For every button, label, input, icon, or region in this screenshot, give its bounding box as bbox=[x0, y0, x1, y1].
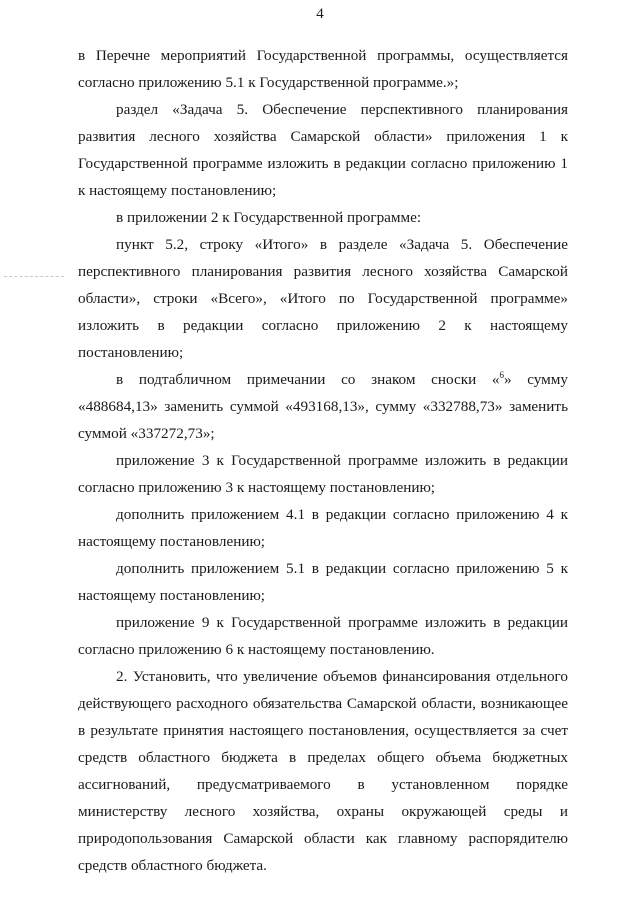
paragraph-2: раздел «Задача 5. Обеспечение перспективного планирования развития лесного хозяйства Самарской области» приложения 1 к Государственной программе изложить в редакции согласно приложению 1 к настоящему постановлению; bbox=[78, 101, 568, 199]
document-body bbox=[78, 42, 568, 879]
scan-artifact-line bbox=[4, 276, 64, 277]
paragraph-6: приложение 3 к Государственной программе изложить в редакции согласно приложению 3 к настоящему постановлению; bbox=[78, 452, 568, 496]
paragraph-9: приложение 9 к Государственной программе изложить в редакции согласно приложению 6 к настоящему постановлению. bbox=[78, 614, 568, 658]
footnote-note-text-start: в подтабличном примечании со знаком сноски « bbox=[116, 371, 500, 388]
paragraph-4: пункт 5.2, строку «Итого» в разделе «Задача 5. Обеспечение перспективного планирования развития лесного хозяйства Самарской области», строки «Всего», «Итого по Государственной программе» изложить в редакции согласно приложению 2 к настоящему постановлению; bbox=[78, 236, 568, 361]
paragraph-5 bbox=[78, 366, 568, 447]
paragraph-1: в Перечне мероприятий Государственной программы, осуществляется согласно приложению 5.1 к Государственной программе.»; bbox=[78, 47, 568, 91]
footnote-mark: 6 bbox=[499, 369, 504, 380]
paragraph-10: 2. Установить, что увеличение объемов финансирования отдельного действующего расходного обязательства Самарской области, возникающее в результате принятия настоящего постановления, осуществляется за счет средств областного бюджета в пределах общего объема бюджетных ассигнований, предусматриваемого в установленном порядке министерству лесного хозяйства, охраны окружающей среды и природопользования Самарской области как главному распорядителю средств областного бюджета. bbox=[78, 668, 568, 874]
page-number: 4 bbox=[316, 6, 324, 22]
paragraph-7: дополнить приложением 4.1 в редакции согласно приложению 4 к настоящему постановлению; bbox=[78, 506, 568, 550]
paragraph-8: дополнить приложением 5.1 в редакции согласно приложению 5 к настоящему постановлению; bbox=[78, 560, 568, 604]
paragraph-3: в приложении 2 к Государственной программе: bbox=[116, 209, 422, 226]
footnote-note-text-end: » сумму «488684,13» заменить суммой «493168,13», сумму «332788,73» заменить суммой «337272,73»; bbox=[78, 371, 568, 442]
